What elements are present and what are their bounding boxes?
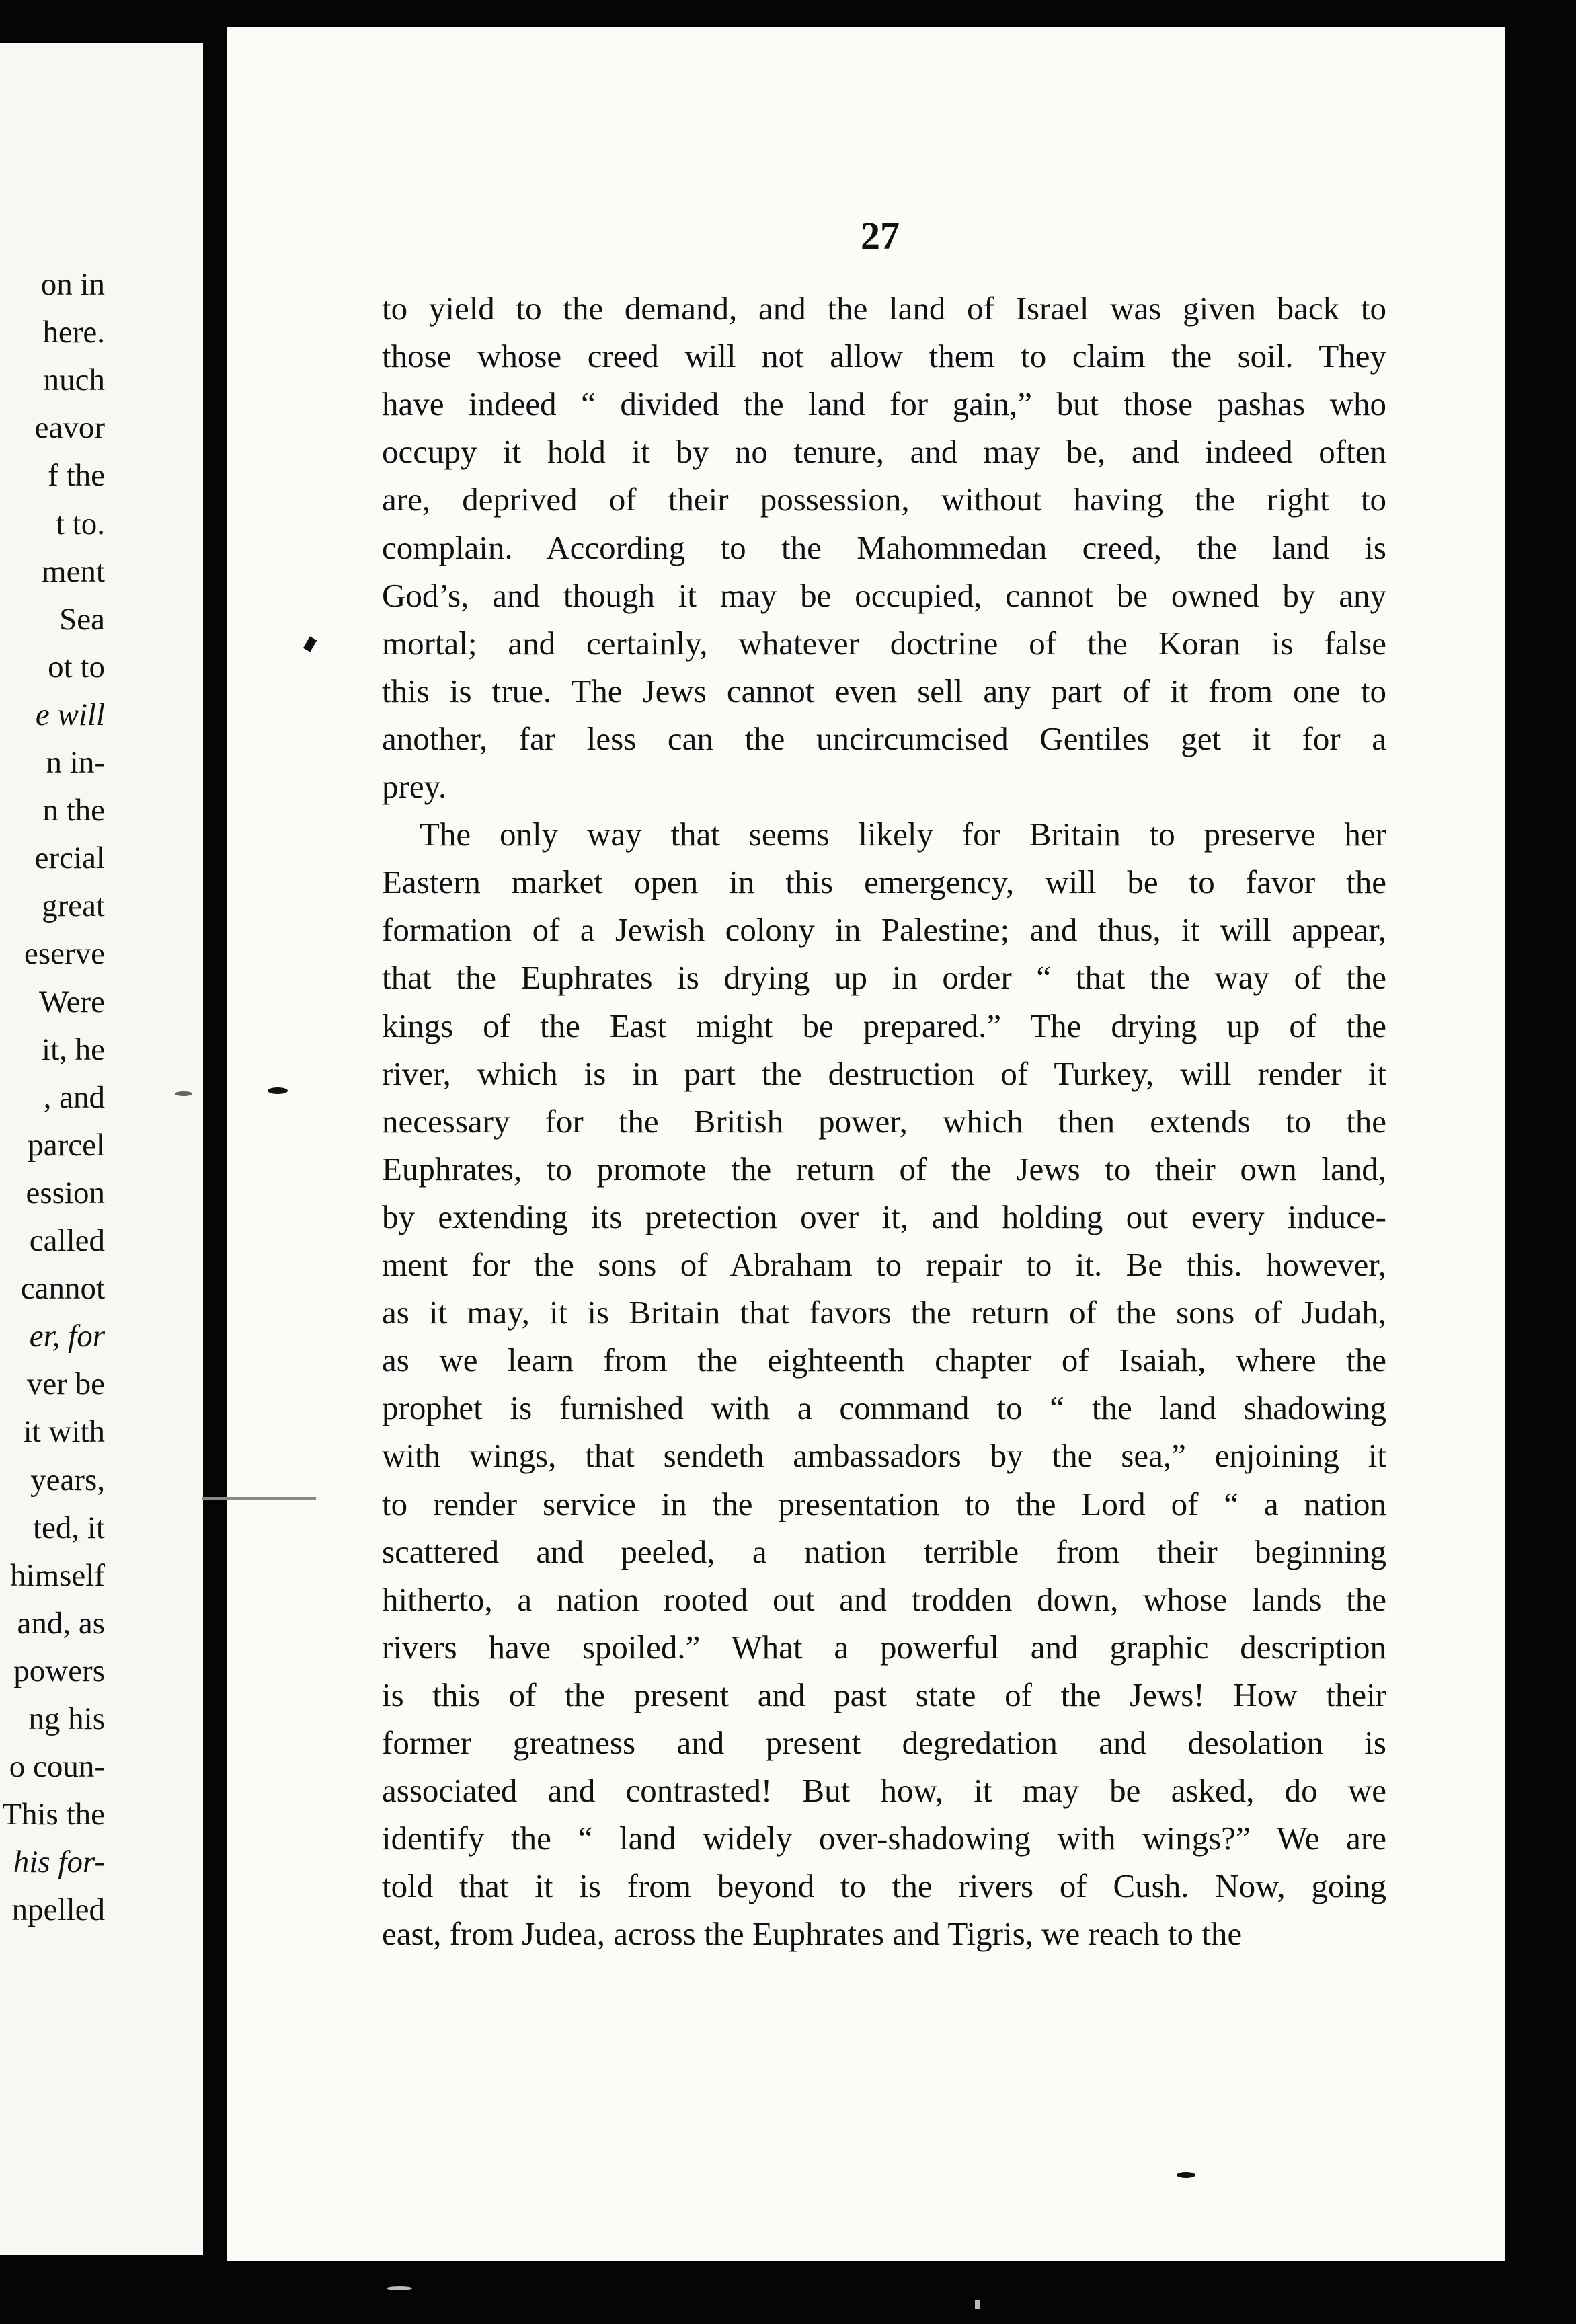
body-line: by extending its pretection over it, and holding out every induce- — [382, 1198, 1386, 1235]
fold-line — [202, 1497, 316, 1500]
body-line: The only way that seems likely for Britain to preserve her — [420, 816, 1386, 853]
ink-speck — [1177, 2172, 1195, 2178]
body-line: Euphrates, to promote the return of the Jews to their own land, — [382, 1150, 1386, 1188]
left-page-fragment: on in — [40, 267, 105, 302]
body-line: complain. According to the Mahommedan creed, the land is — [382, 529, 1386, 566]
body-line: ment for the sons of Abraham to repair to it. Be this. however, — [382, 1246, 1386, 1283]
left-page-fragment: , and — [43, 1079, 105, 1115]
left-page-fragment: er, for — [29, 1319, 105, 1354]
left-page-fragment: ot to — [48, 649, 105, 685]
left-page-fragment: ver be — [26, 1366, 105, 1402]
left-page-fragment: f the — [48, 458, 105, 494]
left-page-fragment: ng his — [28, 1701, 105, 1736]
body-line: that the Euphrates is drying up in order “ that the way of the — [382, 959, 1386, 997]
left-page-fragment: ession — [26, 1175, 105, 1210]
body-line: associated and contrasted! But how, it may be asked, do we — [382, 1772, 1386, 1810]
left-page-fragment: it with — [23, 1414, 105, 1450]
body-line: formation of a Jewish colony in Palestine; and thus, it will appear, — [382, 911, 1386, 949]
body-line: have indeed “ divided the land for gain,” but those pashas who — [382, 385, 1386, 423]
left-page-fragment: called — [29, 1223, 105, 1258]
left-page-fragment: ercial — [34, 841, 105, 876]
body-line: prophet is furnished with a command to “ the land shadowing — [382, 1389, 1386, 1427]
left-page-fragment: powers — [13, 1653, 105, 1689]
left-page-fragment: great — [42, 888, 105, 924]
body-line: prey. — [382, 768, 447, 805]
left-page-fragment: eavor — [34, 410, 105, 446]
body-line: scattered and peeled, a nation terrible from their beginning — [382, 1533, 1386, 1570]
left-page-fragment: his for- — [13, 1845, 105, 1880]
body-line: identify the “ land widely over-shadowing with wings?” We are — [382, 1820, 1386, 1857]
ink-speck — [975, 2300, 980, 2309]
body-line: kings of the East might be prepared.” The drying up of the — [382, 1007, 1386, 1044]
left-page-fragment: Sea — [59, 601, 105, 637]
left-page-fragment: nuch — [43, 362, 105, 398]
ink-speck — [387, 2286, 412, 2290]
ink-speck — [268, 1087, 288, 1094]
body-line: occupy it hold it by no tenure, and may be, and indeed often — [382, 433, 1386, 471]
body-line: God’s, and though it may be occupied, cannot be owned by any — [382, 576, 1386, 614]
body-line: rivers have spoiled.” What a powerful and graphic description — [382, 1628, 1386, 1666]
ink-speck — [175, 1091, 192, 1096]
body-line: river, which is in part the destruction of Turkey, will render it — [382, 1054, 1386, 1092]
left-page-fragment: ment — [42, 553, 105, 589]
left-page-fragment: here. — [42, 315, 105, 350]
left-page-fragment: e will — [35, 697, 105, 732]
left-page-fragment: cannot — [20, 1271, 105, 1307]
body-line: Eastern market open in this emergency, will be to favor the — [382, 863, 1386, 901]
body-line: are, deprived of their possession, without having the right to — [382, 481, 1386, 518]
body-line: is this of the present and past state of the Jews! How their — [382, 1676, 1386, 1713]
left-page-fragment: and, as — [17, 1605, 105, 1641]
body-line: this is true. The Jews cannot even sell any part of it from one to — [382, 672, 1386, 709]
body-line: those whose creed will not allow them to claim the soil. They — [382, 338, 1386, 375]
left-page-fragment: npelled — [11, 1892, 105, 1928]
body-line: former greatness and present degredation and desolation is — [382, 1724, 1386, 1761]
body-line: to yield to the demand, and the land of Israel was given back to — [382, 290, 1386, 327]
body-line: told that it is from beyond to the rivers of Cush. Now, going — [382, 1867, 1386, 1905]
page-number: 27 — [861, 214, 900, 258]
left-page-fragment: ted, it — [32, 1510, 105, 1545]
body-line: as it may, it is Britain that favors the return of the sons of Judah, — [382, 1294, 1386, 1331]
left-page-fragment: n the — [42, 793, 105, 828]
left-page-fragment: himself — [10, 1557, 105, 1593]
body-line: necessary for the British power, which then extends to the — [382, 1102, 1386, 1140]
body-line: hitherto, a nation rooted out and trodden down, whose lands the — [382, 1580, 1386, 1618]
body-line: east, from Judea, across the Euphrates and Tigris, we reach to the — [382, 1915, 1243, 1953]
body-line: mortal; and certainly, whatever doctrine of the Koran is false — [382, 624, 1386, 662]
left-page-fragment: This the — [2, 1797, 105, 1832]
body-line: another, far less can the uncircumcised Gentiles get it for a — [382, 720, 1386, 757]
body-line: as we learn from the eighteenth chapter of Isaiah, where the — [382, 1342, 1386, 1379]
left-page-fragment: years, — [30, 1462, 105, 1498]
body-line: with wings, that sendeth ambassadors by the sea,” enjoining it — [382, 1437, 1386, 1475]
left-page-fragment: eserve — [24, 936, 105, 972]
left-page-edge — [0, 43, 203, 2255]
left-page-fragment: it, he — [42, 1032, 105, 1067]
left-page-fragment: n in- — [46, 745, 105, 780]
left-page-fragment: o coun- — [9, 1749, 105, 1785]
left-page-fragment: t to. — [55, 506, 105, 541]
left-page-fragment: parcel — [28, 1127, 105, 1163]
left-page-fragment: Were — [39, 984, 105, 1019]
body-line: to render service in the presentation to the Lord of “ a nation — [382, 1485, 1386, 1522]
